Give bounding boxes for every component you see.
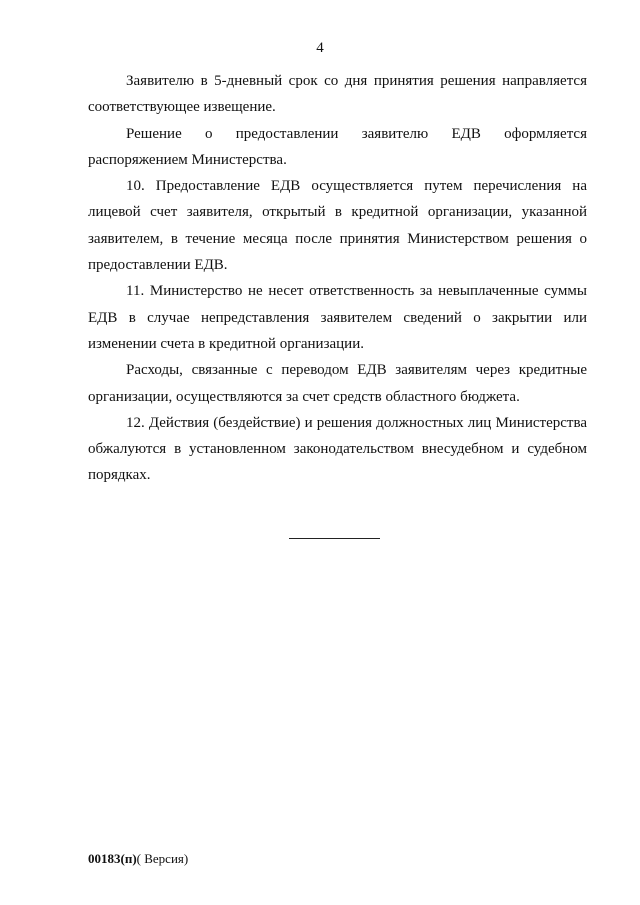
paragraph: 11. Министерство не несет ответственность за невыплаченные суммы ЕДВ в случае непредставления заявителем сведений о закрытии или изменении счета в кредитной организации.	[88, 283, 587, 352]
paragraph: 10. Предоставление ЕДВ осуществляется путем перечисления на лицевой счет заявителя, открытый в кредитной организации, указанной заявителем, в течение месяца после принятия Министерством решения о предоставлении ЕДВ.	[88, 178, 587, 274]
document-body	[88, 68, 587, 489]
paragraph: Расходы, связанные с переводом ЕДВ заявителям через кредитные организации, осуществляются за счет средств областного бюджета.	[88, 362, 587, 405]
page-number: 4	[316, 40, 324, 56]
paragraph: 12. Действия (бездействие) и решения должностных лиц Министерства обжалуются в установленном законодательством внесудебном и судебном порядках.	[88, 414, 587, 484]
document-code-number: 00183(п)	[88, 851, 137, 866]
end-divider	[289, 538, 380, 539]
paragraph: Заявителю в 5-дневный срок со дня принятия решения направляется соответствующее извещение.	[88, 73, 587, 116]
document-code	[88, 851, 188, 867]
paragraph: Решение о предоставлении заявителю ЕДВ оформляется распоряжением Министерства.	[88, 125, 587, 168]
document-version-label: ( Версия)	[136, 851, 189, 866]
